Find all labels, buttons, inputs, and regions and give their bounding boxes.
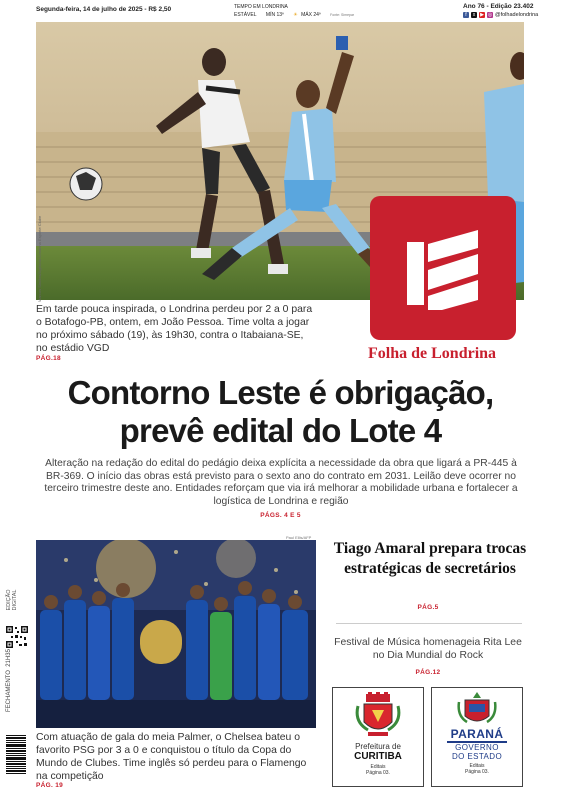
weather-sun-icon: ☀ [293,12,298,18]
hero-photo-credit: Marcos Simões/Agência Londrina Esporte Clube [37,215,42,302]
youtube-icon[interactable]: ▶ [480,12,484,18]
story-festival-page-ref[interactable]: PÁG.12 [415,669,441,676]
temp-max: MÁX 24º [301,12,321,18]
ad2-line3: DO ESTADO [451,751,503,761]
closing-time-value: 21H35 [6,649,12,667]
divider [336,623,522,624]
story-tiago-headline[interactable]: Tiago Amaral prepara trocas estratégicas de secretários [333,540,527,577]
weather-row [234,11,362,19]
qr-code-icon[interactable] [5,625,29,649]
chelsea-photo [36,540,316,728]
date-price: Segunda-feira, 14 de julho de 2025 - R$ 2,50 [36,6,172,13]
parana-coat-of-arms-icon [457,692,497,726]
x-icon[interactable]: x [472,12,476,18]
ad2-note2: Página 03. [465,769,489,775]
weather-title: TEMPO EM LONDRINA [234,4,288,10]
ad2-note1: Editais [469,763,485,769]
facebook-icon[interactable]: f [463,12,469,18]
ad1-note1: Editais [370,764,386,770]
masthead [0,0,561,22]
ad-governo-parana[interactable] [431,687,523,787]
ad1-note2: Página 03. [366,770,390,776]
hero-caption: Em tarde pouca inspirada, o Londrina perdeu por 2 a 0 para o Botafogo-PB, ontem, em João Pessoa. Time volta a jogar no próximo sábado (19), às 19h30, contra o Itabaiana-SE, no estádio VGD [36,304,313,354]
ad2-line2: GOVERNO [455,743,499,752]
weather-note: Fonte: Simepar [330,13,355,17]
lead-headline[interactable] [0,374,561,450]
story-festival-text[interactable]: Festival de Música homenageia Rita Lee no Dia Mundial do Rock [334,637,522,661]
chelsea-photo-credit: Paul Ellis/AFP [286,535,312,540]
weather-box [234,3,362,19]
chelsea-page-ref[interactable]: PÁG. 19 [36,782,64,789]
story-tiago-page-ref[interactable]: PÁG.5 [417,604,439,611]
closing-time [6,649,13,712]
ad1-line1: Prefeitura de [355,742,401,751]
chelsea-caption: Com atuação de gala do meia Palmer, o Chelsea bateu o favorito PSG por 3 a 0 e conquistou o título da Copa do Mundo de Clubes. Time inglês só perdeu para o Flamengo na competição [36,732,307,782]
temp-min: MÍN 13º [265,12,284,18]
closing-label: FECHAMENTO [6,670,12,712]
weather-status: ESTÁVEL [234,12,257,18]
social-handle: @folhadelondrina [495,12,539,18]
barcode-icon [5,735,27,775]
lead-deck: Alteração na redação do edital do pedágio deixa explícita a necessidade da obra que ligará a PR-445 à BR-369. O início das obras está previsto para o sexto ano do contrato em 2031. Leilão deve ocorrer no terceiro trimestre deste ano. Entidades reforçam que via irá melhorar a mobilidade urbana e fortalecer a logística de Londrina e região [44,458,518,507]
lead-headline-line2: prevê edital do Lote 4 [119,412,442,449]
edition-digital-label: EDIÇÃO DIGITAL [6,589,18,611]
lead-headline-line1: Contorno Leste é obrigação, [67,374,494,411]
ad1-line2: CURITIBA [354,751,402,762]
hero-page-ref[interactable]: PÁG.18 [36,355,61,362]
brand-name: Folha de Londrina [368,345,497,362]
ad2-line1: PARANÁ [450,727,504,741]
folha-logo [370,196,516,340]
edition-number: Ano 76 - Edição 23.402 [463,3,534,10]
social-links [463,12,538,18]
curitiba-coat-of-arms-icon [354,692,402,740]
ad-prefeitura-curitiba[interactable] [332,687,424,787]
instagram-icon[interactable]: ◎ [487,12,493,18]
lead-page-ref[interactable]: PÁGS. 4 E 5 [260,512,301,519]
